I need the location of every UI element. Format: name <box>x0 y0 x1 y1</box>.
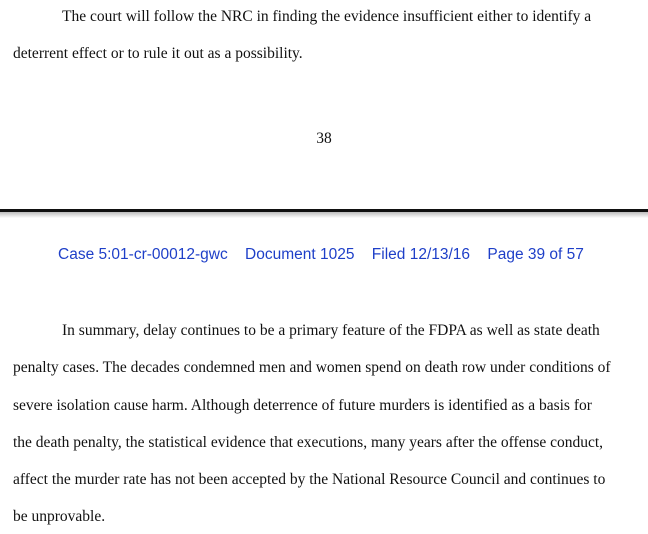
document-number: Document 1025 <box>245 246 355 263</box>
paragraph-line: deterrent effect or to rule it out as a possibility. <box>13 45 303 62</box>
page-number: 38 <box>316 130 332 147</box>
case-header <box>58 246 584 264</box>
case-number: Case 5:01-cr-00012-gwc <box>58 246 228 263</box>
paragraph-line: In summary, delay continues to be a primary feature of the FDPA as well as state death <box>62 322 600 339</box>
paragraph-line: the death penalty, the statistical evidence that executions, many years after the offense conduct, <box>13 434 604 451</box>
page-count: Page 39 of 57 <box>487 246 584 263</box>
paragraph-line: penalty cases. The decades condemned men and women spend on death row under conditions of <box>13 359 611 376</box>
paragraph-line: be unprovable. <box>13 508 106 525</box>
filed-date: Filed 12/13/16 <box>371 246 471 263</box>
paragraph-line: affect the murder rate has not been accepted by the National Resource Council and continues to <box>13 471 606 488</box>
paragraph-line: The court will follow the NRC in finding the evidence insufficient either to identify a <box>62 8 592 25</box>
paragraph-line: severe isolation cause harm. Although deterrence of future murders is identified as a basis for <box>13 397 592 414</box>
page-break-shadow <box>0 212 648 218</box>
